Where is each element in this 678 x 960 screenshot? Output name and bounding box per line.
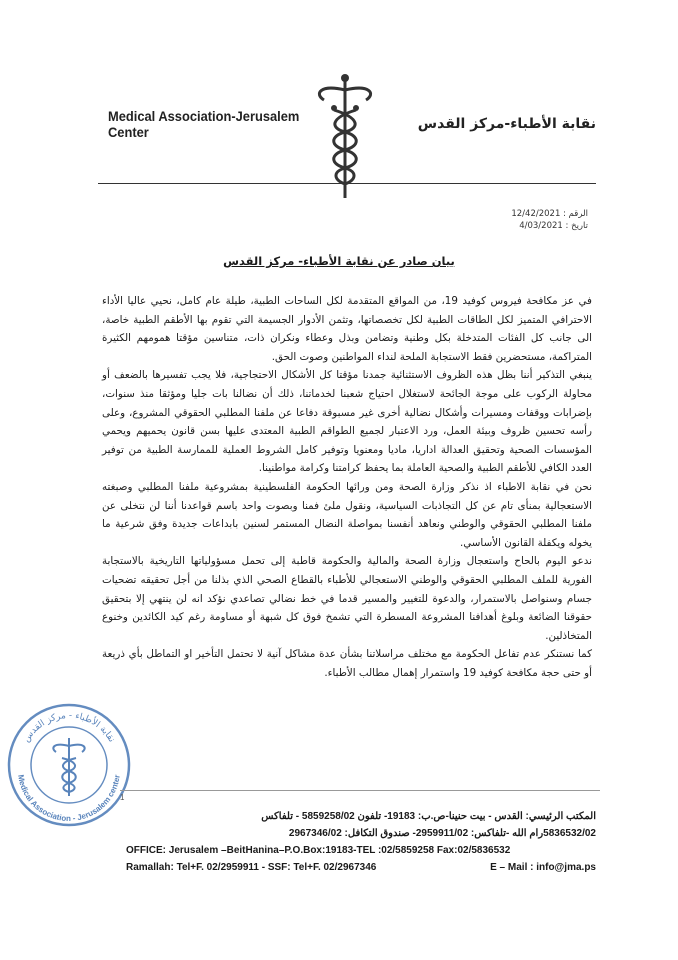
reference-number: الرقم : 12/42/2021 — [511, 209, 588, 219]
stamp-caduceus-icon — [53, 738, 84, 796]
org-name-en: Medical Association-Jerusalem Center — [108, 108, 300, 140]
paragraph-1: في عز مكافحة فيروس كوفيد 19، من المواقع المتقدمة لكل الساحات الطبية، طيلة عام كامل، نحيي عاليا الأداء الاحترافي المتميز لكل الطاقات الطبية لكل تخصصاتها، وتثمن الأدوار الجسيمة التي تقوم بها الأطقم الطبية خاصة، الى جانب كل الفئات المتدخلة بكل وطنية وتضامن وبذل وعطاء ونكران ذات، متناسين مؤقتا همومهم الكثيرة المتراكمة، مستحضرين فقط الاستجابة الملحة لنداء المواطنين وصوت الحق. — [102, 295, 592, 363]
statement-title: بيان صادر عن نقابة الأطباء- مركز القدس — [223, 254, 455, 268]
reference-date: تاريخ : 4/03/2021 — [519, 221, 588, 231]
paragraph-2: ينبغي التذكير أننا بظل هذه الظروف الاستثنائية جمدنا مؤقتا كل الأشكال الاحتجاجية، فلا يجب تفسيرها بالضعف أو محاولة الركوب على موجة الجائحة لاستغلال احتياج شعبنا لخدماتنا، ذلك أن نضالنا بات جليا ومؤثقا منذ سنوات، بإضرابات ووقفات ومسيرات وأشكال نضالية أخرى غير مسبوقة دفاعا عن ملفنا المطلبي الحقوقي المشروع، وعلى رأسه تحسين ظروف وبيئة العمل، ورد الاعتبار لجميع الطواقم الطبية المعتدى عليها بسن قانون يحميهم ويحمي المؤسسات الصحية وتحقيق العدالة اداريا، ماديا ومعنويا وتوفير كامل الشروط العملية للممارسة الطبية من توفير العدد الكافي للأطقم الطبية والصحية العاملة بما يحفظ كرامتنا وكرامة مواطنينا. — [102, 369, 592, 475]
stamp-text-en: Medical Association - Jerusalem center — [16, 773, 122, 824]
stamp-text-ar: نقابة الأطباء - مركز القدس — [21, 710, 117, 745]
paragraph-4: ندعو اليوم بالحاح واستعجال وزارة الصحة والمالية والحكومة قاطبة إلى تحمل مسؤولياتها التاريخية بالاستجابة الفورية للملف المطلبي الحقوقي والوطني الاستعجالي للأطباء بالقطاع الصحي الذي بذلنا من أجل تحقيقه تضحيات جسام وسنواصل بالاستمرار، والدعوة للتغيير والمسير قدما في خط نضالي تصاعدي نؤكد انه لن ينتهي إلا بتحقيق حقوقنا الضائعة وبلوغ أهدافنا المشروعة المسطرة التي تشمخ فوق كل شبهة أو مساومة رغم كيد الكائدين وخنوع المتخاذلين. — [102, 555, 592, 642]
paragraph-3: نحن في نقابة الاطباء اذ نذكر وزارة الصحة ومن ورائها الحكومة الفلسطينية بمشروعية ملفنا المطلبي وصبغته الاستعجالية بمنأى تام عن كل التجاذبات السياسية، ونقول ملئ فمنا وبصوت واحد باسم قواعدنا أننا لن نتخلى عن ملفنا المطلبي الحقوقي والوطني ونعاهد أنفسنا بمواصلة النضال المستمر لسنين بابداعات جديدة وفق شرعية ما يخوله ويكفلة القانون الأساسي. — [102, 480, 592, 549]
footer-line-2: 5836532/02رام الله -تلفاكس: 2959911/02- صندوق التكافل: 2967346/02 — [288, 828, 596, 839]
statement-body — [102, 292, 592, 682]
footer-divider — [120, 790, 600, 791]
footer-contact — [126, 808, 596, 876]
paragraph-5: كما نستنكر عدم تفاعل الحكومة مع مختلف مراسلاتنا بشأن عدة مشاكل آنية لا تحتمل التأخير او التماطل بأي ذريعة أو حتى حجة مكافحة كوفيد 19 واستمرار إهمال مطالب الأطباء. — [102, 648, 592, 679]
reference-block — [511, 208, 588, 232]
official-stamp — [4, 700, 134, 830]
header-divider — [98, 183, 596, 184]
footer-line-1: المكتب الرئيسي: القدس - بيت حنينا-ص.ب: 19183- تلفون 5859258/02 - تلفاكس — [261, 811, 596, 822]
footer-email: E – Mail : info@jma.ps — [490, 862, 596, 873]
page-number: 1 — [120, 793, 125, 802]
footer-line-4: Ramallah: Tel+F. 02/2959911 - SSF: Tel+F. 02/2967346 — [126, 862, 377, 873]
org-name-ar: نقابة الأطباء-مركز القدس — [417, 116, 596, 132]
footer-line-3: OFFICE: Jerusalem –BeitHanina–P.O.Box:19183-TEL :02/5859258 Fax:02/5836532 — [126, 845, 511, 856]
caduceus-logo-icon — [310, 70, 380, 200]
